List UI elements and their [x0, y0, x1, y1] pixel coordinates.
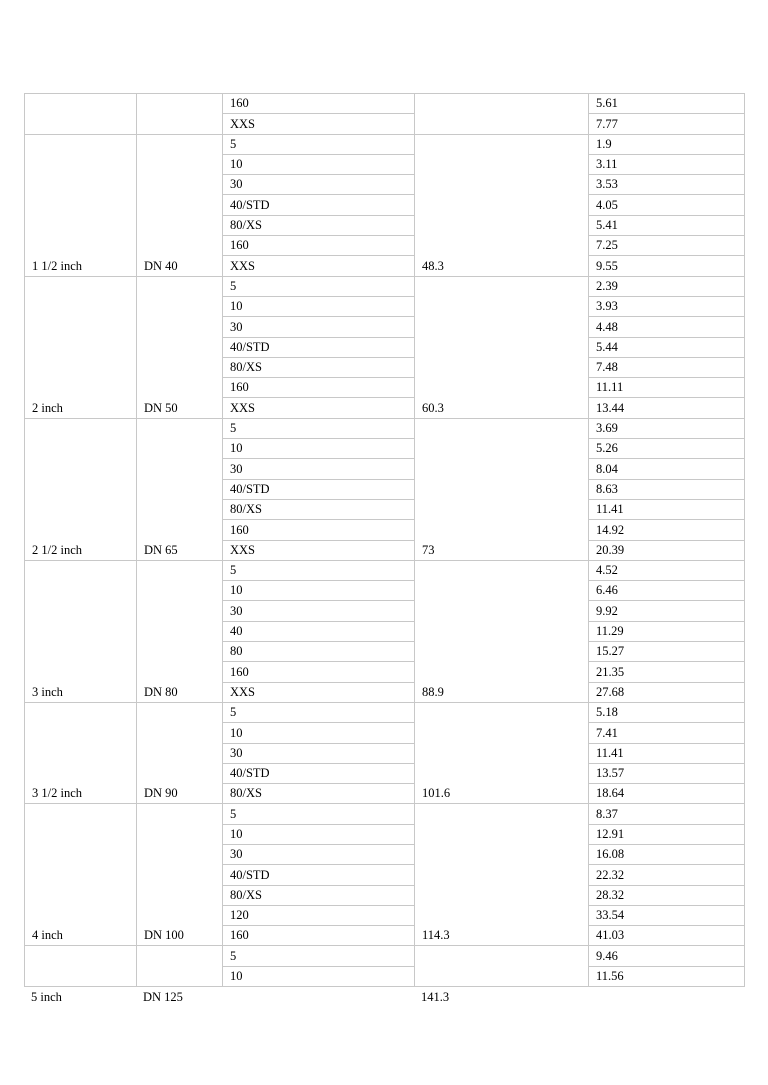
schedule-cell: 40/STD	[223, 865, 415, 885]
schedule-cell: 160	[223, 236, 415, 256]
wall-thickness-cell: 11.41	[589, 499, 745, 519]
wall-thickness-cell: 11.11	[589, 378, 745, 398]
wall-thickness-cell: 3.69	[589, 418, 745, 438]
nominal-size-cell	[25, 946, 137, 987]
schedule-cell: XXS	[223, 540, 415, 560]
dn-cell: DN 80	[137, 560, 223, 702]
table-row	[25, 276, 745, 296]
wall-thickness-cell: 8.63	[589, 479, 745, 499]
dn-cell: DN 40	[137, 134, 223, 276]
schedule-cell: 30	[223, 743, 415, 763]
schedule-cell: 10	[223, 581, 415, 601]
dn-cell	[137, 946, 223, 987]
wall-thickness-cell: 11.56	[589, 966, 745, 986]
schedule-cell: 10	[223, 723, 415, 743]
schedule-cell: 10	[223, 154, 415, 174]
pipe-schedule-body	[25, 94, 745, 987]
schedule-cell: 80/XS	[223, 499, 415, 519]
dn-cell: DN 65	[137, 418, 223, 560]
wall-thickness-cell: 2.39	[589, 276, 745, 296]
nominal-size-cell	[25, 94, 137, 135]
schedule-cell: 5	[223, 560, 415, 580]
dn-cell: DN 100	[137, 804, 223, 946]
table-row	[25, 702, 745, 722]
outside-diameter-cell	[415, 94, 589, 135]
wall-thickness-cell: 21.35	[589, 662, 745, 682]
schedule-cell: 160	[223, 378, 415, 398]
schedule-cell: 40/STD	[223, 763, 415, 783]
wall-thickness-cell: 8.37	[589, 804, 745, 824]
schedule-cell: XXS	[223, 398, 415, 418]
continued-row	[24, 988, 744, 1008]
schedule-cell: 80/XS	[223, 784, 415, 804]
table-row	[25, 946, 745, 966]
schedule-cell: 5	[223, 276, 415, 296]
wall-thickness-cell: 5.18	[589, 702, 745, 722]
wall-thickness-cell: 5.26	[589, 439, 745, 459]
nominal-size-cell: 1 1/2 inch	[25, 134, 137, 276]
outside-diameter-cell: 48.3	[415, 134, 589, 276]
schedule-cell: XXS	[223, 682, 415, 702]
schedule-cell: 40/STD	[223, 479, 415, 499]
wall-thickness-cell: 33.54	[589, 905, 745, 925]
wall-thickness-cell: 8.04	[589, 459, 745, 479]
table-row	[25, 560, 745, 580]
schedule-cell: 120	[223, 905, 415, 925]
wall-thickness-cell: 9.46	[589, 946, 745, 966]
dn-cell	[137, 94, 223, 135]
schedule-cell: 80/XS	[223, 357, 415, 377]
outside-diameter-cell: 101.6	[415, 702, 589, 803]
schedule-cell: 40	[223, 621, 415, 641]
schedule-cell: 80	[223, 642, 415, 662]
nominal-size-cell: 5 inch	[31, 990, 62, 1004]
schedule-cell: 160	[223, 520, 415, 540]
outside-diameter-cell: 88.9	[415, 560, 589, 702]
schedule-cell: 5	[223, 134, 415, 154]
wall-thickness-cell: 7.41	[589, 723, 745, 743]
nominal-size-cell: 3 inch	[25, 560, 137, 702]
wall-thickness-cell: 5.44	[589, 337, 745, 357]
nominal-size-cell: 2 inch	[25, 276, 137, 418]
wall-thickness-cell: 6.46	[589, 581, 745, 601]
schedule-cell: 160	[223, 926, 415, 946]
wall-thickness-cell: 13.57	[589, 763, 745, 783]
nominal-size-cell: 2 1/2 inch	[25, 418, 137, 560]
schedule-cell: XXS	[223, 114, 415, 134]
schedule-cell: 10	[223, 824, 415, 844]
schedule-cell: 160	[223, 94, 415, 114]
wall-thickness-cell: 1.9	[589, 134, 745, 154]
wall-thickness-cell: 7.77	[589, 114, 745, 134]
wall-thickness-cell: 11.41	[589, 743, 745, 763]
wall-thickness-cell: 13.44	[589, 398, 745, 418]
dn-cell: DN 90	[137, 702, 223, 803]
wall-thickness-cell: 22.32	[589, 865, 745, 885]
wall-thickness-cell: 3.93	[589, 296, 745, 316]
wall-thickness-cell: 41.03	[589, 926, 745, 946]
schedule-cell: 30	[223, 844, 415, 864]
wall-thickness-cell: 16.08	[589, 844, 745, 864]
schedule-cell: 30	[223, 601, 415, 621]
wall-thickness-cell: 3.53	[589, 175, 745, 195]
wall-thickness-cell: 28.32	[589, 885, 745, 905]
dn-cell: DN 50	[137, 276, 223, 418]
table-row	[25, 94, 745, 114]
wall-thickness-cell: 4.52	[589, 560, 745, 580]
schedule-cell: 30	[223, 317, 415, 337]
wall-thickness-cell: 9.92	[589, 601, 745, 621]
outside-diameter-cell	[415, 946, 589, 987]
wall-thickness-cell: 5.61	[589, 94, 745, 114]
table-row	[25, 134, 745, 154]
schedule-cell: 40/STD	[223, 195, 415, 215]
schedule-cell: XXS	[223, 256, 415, 276]
wall-thickness-cell: 11.29	[589, 621, 745, 641]
wall-thickness-cell: 7.25	[589, 236, 745, 256]
wall-thickness-cell: 15.27	[589, 642, 745, 662]
wall-thickness-cell: 14.92	[589, 520, 745, 540]
table-row	[25, 804, 745, 824]
wall-thickness-cell: 3.11	[589, 154, 745, 174]
wall-thickness-cell: 18.64	[589, 784, 745, 804]
schedule-cell: 40/STD	[223, 337, 415, 357]
outside-diameter-cell: 60.3	[415, 276, 589, 418]
outside-diameter-cell: 73	[415, 418, 589, 560]
schedule-cell: 5	[223, 946, 415, 966]
wall-thickness-cell: 4.48	[589, 317, 745, 337]
wall-thickness-cell: 5.41	[589, 215, 745, 235]
schedule-cell: 80/XS	[223, 885, 415, 905]
schedule-cell: 5	[223, 804, 415, 824]
schedule-cell: 30	[223, 459, 415, 479]
wall-thickness-cell: 9.55	[589, 256, 745, 276]
schedule-cell: 30	[223, 175, 415, 195]
dn-cell: DN 125	[143, 990, 183, 1004]
wall-thickness-cell: 7.48	[589, 357, 745, 377]
schedule-cell: 80/XS	[223, 215, 415, 235]
wall-thickness-cell: 4.05	[589, 195, 745, 215]
nominal-size-cell: 4 inch	[25, 804, 137, 946]
schedule-cell: 10	[223, 296, 415, 316]
schedule-cell: 5	[223, 702, 415, 722]
schedule-cell: 10	[223, 439, 415, 459]
schedule-cell: 160	[223, 662, 415, 682]
wall-thickness-cell: 12.91	[589, 824, 745, 844]
nominal-size-cell: 3 1/2 inch	[25, 702, 137, 803]
pipe-schedule-table	[24, 93, 745, 987]
schedule-cell: 10	[223, 966, 415, 986]
outside-diameter-cell: 114.3	[415, 804, 589, 946]
outside-diameter-cell: 141.3	[421, 990, 450, 1004]
wall-thickness-cell: 27.68	[589, 682, 745, 702]
table-row	[25, 418, 745, 438]
schedule-cell: 5	[223, 418, 415, 438]
wall-thickness-cell: 20.39	[589, 540, 745, 560]
